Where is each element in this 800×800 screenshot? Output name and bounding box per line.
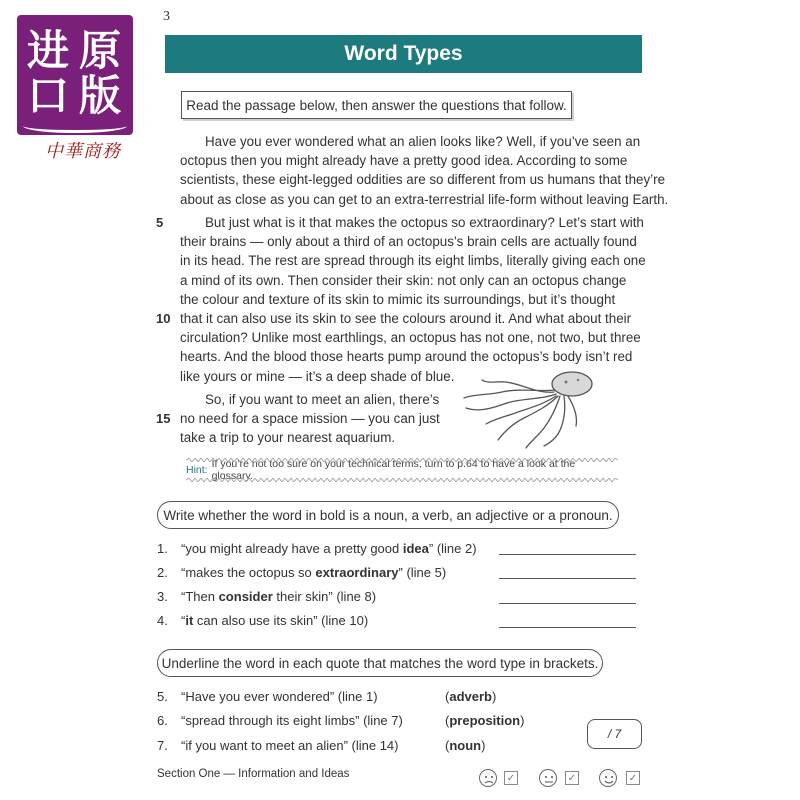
passage-line: like yours or mine — it’s a deep shade of blue. [180, 368, 455, 384]
question-text: their skin” (line 8) [272, 589, 377, 604]
word-type-label: preposition [449, 713, 521, 728]
checkbox-icon[interactable]: ✓ [504, 771, 518, 785]
publisher-logo [17, 15, 133, 133]
passage-line: So, if you want to meet an alien, there’s [205, 392, 440, 407]
bold-word: it [185, 613, 194, 628]
question-text: can also use its skin” (line 10) [193, 613, 369, 628]
question-5[interactable] [157, 689, 378, 704]
passage-line: a mind of its own. Then consider their skin: not only can an octopus change [180, 272, 627, 288]
word-type-6: (preposition) [445, 713, 525, 728]
question-number: 1. [157, 541, 168, 556]
book-icon [23, 119, 127, 133]
page-number: 3 [163, 9, 170, 24]
question-text: ” (line 5) [398, 565, 447, 580]
answer-field-3[interactable] [499, 603, 636, 604]
checkbox-icon[interactable]: ✓ [626, 771, 640, 785]
passage-paragraph-1 [180, 132, 668, 209]
line-number: 5 [156, 215, 164, 230]
title-banner [165, 35, 642, 73]
hint-text: If you’re not too sure on your technical terms, turn to p.64 to have a look at the glossary. [211, 458, 576, 482]
logo-char: 版 [78, 71, 121, 120]
passage-line: hearts. And the blood those hearts pump around the octopus’s body isn’t red [180, 349, 633, 365]
logo-char: 进 [26, 26, 69, 75]
page-title: Word Types [344, 42, 463, 65]
question-number: 4. [157, 613, 168, 628]
question-number: 6. [157, 713, 168, 728]
passage-line: octopus then you might already have a pretty good idea. According to some [180, 153, 628, 169]
logo-subtitle: 中華商務 [45, 141, 121, 162]
question-text: ” (line 2) [428, 541, 477, 556]
hint-box [186, 458, 618, 482]
sad-face-icon[interactable] [479, 769, 497, 787]
hint-label: Hint: [186, 464, 208, 476]
question-3 [157, 589, 376, 604]
passage-line: about as close as you can get to an extra-terrestrial life-form without leaving Earth. [180, 191, 669, 207]
logo-char: 口 [26, 71, 69, 120]
passage-line: no need for a space mission — you can just [180, 411, 440, 427]
passage-instruction: Read the passage below, then answer the questions that follow. [181, 91, 572, 119]
passage-line: But just what is it that makes the octopus so extraordinary? Let’s start with [205, 215, 644, 230]
word-type-label: adverb [449, 689, 492, 704]
question-quote[interactable]: “Have you ever wondered” (line 1) [181, 689, 378, 704]
question-text: “you might already have a pretty good [181, 541, 403, 556]
hint-border-bottom [186, 478, 618, 482]
question-text: “ [181, 613, 186, 628]
answer-field-1[interactable] [499, 554, 636, 555]
question-number: 2. [157, 565, 168, 580]
checkbox-icon[interactable]: ✓ [565, 771, 579, 785]
question-6[interactable] [157, 713, 403, 728]
section2-instruction: Underline the word in each quote that matches the word type in brackets. [157, 649, 603, 677]
passage-paragraph-2 [180, 213, 646, 386]
question-2 [157, 565, 446, 580]
passage-line: Have you ever wondered what an alien looks like? Well, if you’ve seen an [205, 134, 641, 149]
question-1 [157, 541, 477, 556]
happy-face-icon[interactable] [599, 769, 617, 787]
neutral-face-icon[interactable] [539, 769, 557, 787]
passage-line: that it can also use its skin to see the colours around it. And what about their [180, 310, 632, 326]
word-type-5: (adverb) [445, 689, 497, 704]
octopus-illustration [460, 368, 596, 450]
question-quote[interactable]: “spread through its eight limbs” (line 7) [181, 713, 403, 728]
line-number: 15 [156, 411, 171, 426]
line-number: 10 [156, 311, 171, 326]
question-text: “makes the octopus so [181, 565, 316, 580]
word-type-7: (noun) [445, 738, 486, 753]
passage-line: the colour and texture of its skin to mimic its surroundings, but it’s thought [180, 291, 616, 307]
bold-word: extraordinary [315, 565, 399, 580]
passage-line: their brains — only about a third of an octopus’s brain cells are actually found [180, 234, 637, 250]
passage-line: in its head. The rest are spread through its eight limbs, literally giving each one [180, 253, 646, 269]
word-type-label: noun [449, 738, 482, 753]
passage-line: circulation? Unlike most earthlings, an octopus has not one, not two, but three [180, 330, 641, 346]
question-quote[interactable]: “if you want to meet an alien” (line 14) [181, 738, 399, 753]
score-box[interactable]: / 7 [587, 719, 642, 749]
answer-field-4[interactable] [499, 627, 636, 628]
bold-word: idea [402, 541, 429, 556]
question-number: 7. [157, 738, 168, 753]
answer-field-2[interactable] [499, 578, 636, 579]
bold-word: consider [218, 589, 273, 604]
question-number: 3. [157, 589, 168, 604]
question-4 [157, 613, 368, 628]
section1-instruction: Write whether the word in bold is a noun, a verb, an adjective or a pronoun. [157, 501, 619, 529]
question-text: “Then [181, 589, 219, 604]
question-7[interactable] [157, 738, 399, 753]
passage-paragraph-3 [180, 390, 440, 448]
hint-border-top [186, 458, 618, 462]
section-footer: Section One — Information and Ideas [157, 768, 350, 780]
question-number: 5. [157, 689, 168, 704]
passage-line: scientists, these eight-legged oddities are so different from us humans that they’re [180, 172, 666, 188]
logo-char: 原 [78, 26, 121, 75]
passage-line: take a trip to your nearest aquarium. [180, 430, 396, 446]
